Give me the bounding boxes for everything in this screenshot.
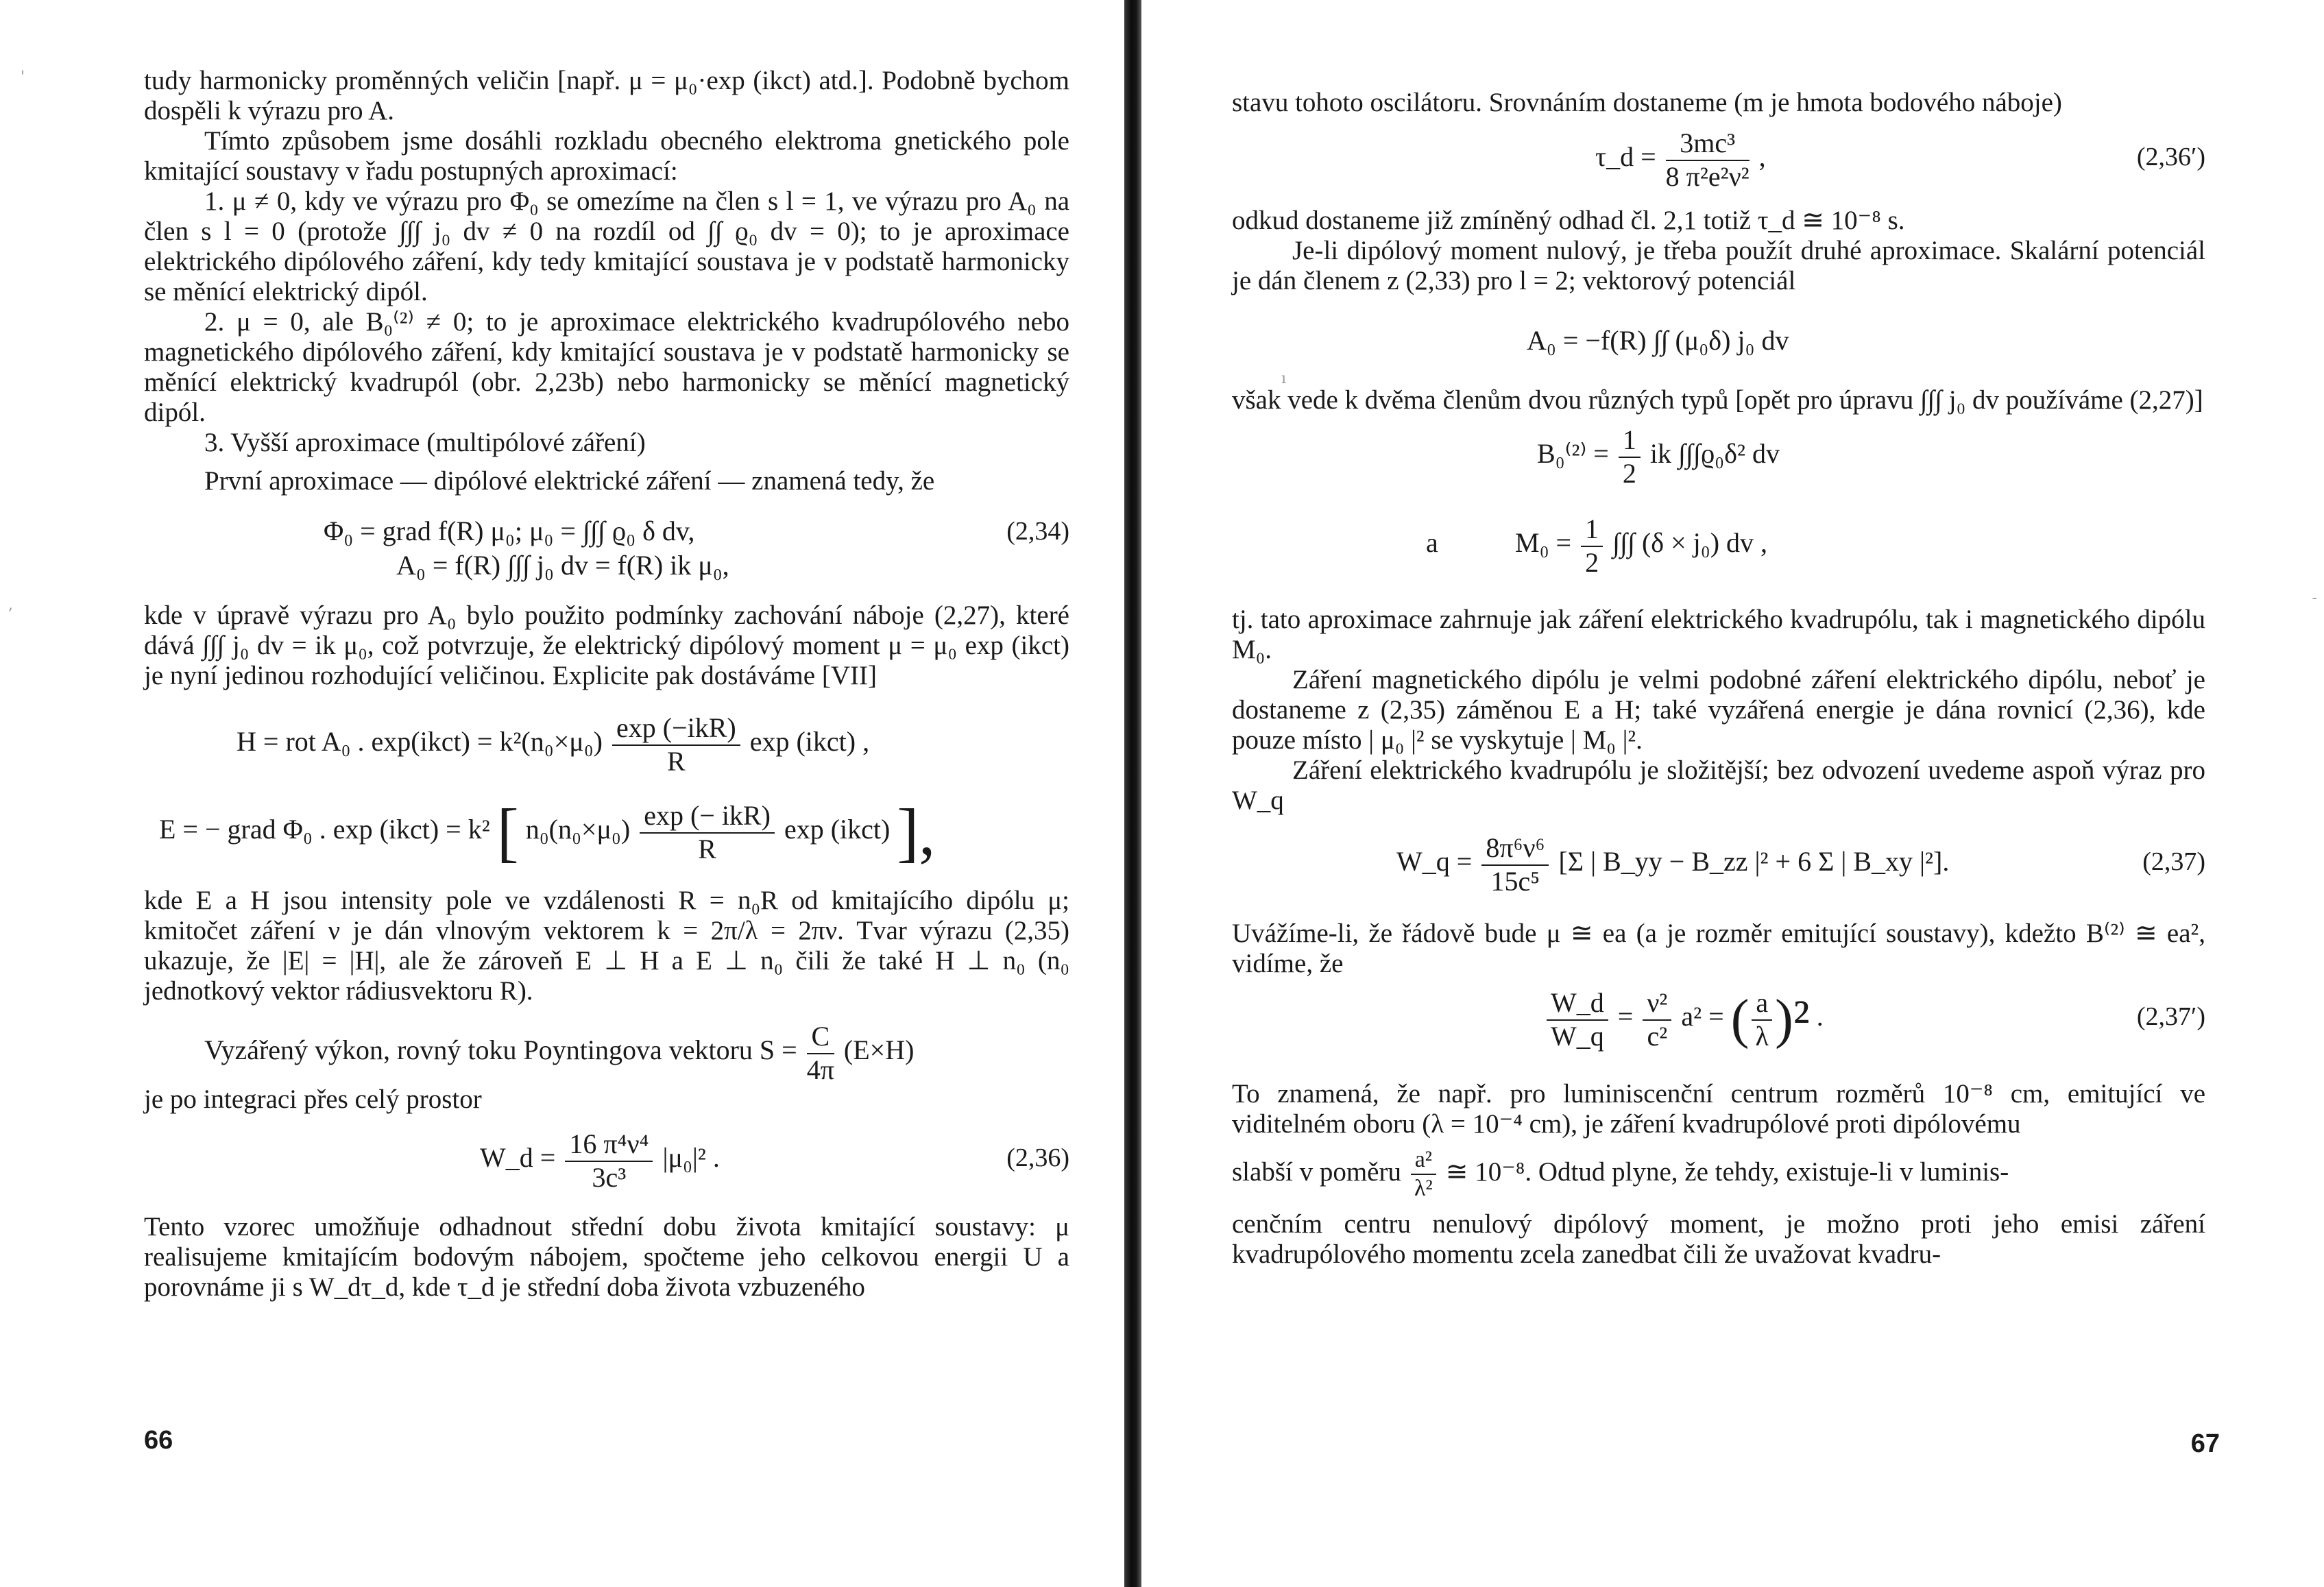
equation-text: W_q = bbox=[1396, 846, 1473, 877]
equation-text: = bbox=[1617, 1001, 1634, 1032]
equation-text: |μ₀|² . bbox=[662, 1142, 720, 1173]
paren-open: ( bbox=[1730, 989, 1750, 1050]
text: Vyzářený výkon, rovný toku Poyntingova vektoru S = bbox=[204, 1034, 797, 1065]
bracket-close: ], bbox=[897, 795, 936, 869]
equation-H bbox=[144, 703, 1069, 780]
equation-number: (2,36) bbox=[1006, 1143, 1069, 1172]
fraction bbox=[1481, 832, 1549, 897]
scan-mark: ' bbox=[21, 69, 25, 86]
scan-mark: , bbox=[8, 596, 13, 614]
equation-text: exp (ikct) bbox=[784, 814, 891, 845]
paragraph: však vede k dvěma členům dvou různých typů [opět pro úpravu ∫∫∫ j₀ dv používáme (2,27)] bbox=[1232, 385, 2203, 415]
fraction bbox=[612, 712, 740, 777]
paragraph: 2. μ = 0, ale B₀⁽²⁾ ≠ 0; to je aproximace elektrického kvadrupólového nebo magnetického dipólového záření, kdy kmitající soustava je v podstatě harmonicky se měnící elektrický kvadrupól (obr. 2,23b) nebo harmonicky se měnící magnetický dipól. bbox=[144, 307, 1069, 427]
equation-number: (2,34) bbox=[1006, 517, 1069, 546]
fraction bbox=[1411, 1146, 1436, 1202]
left-text-column bbox=[144, 66, 1069, 1303]
fraction-numerator: 8π⁶ν⁶ bbox=[1481, 832, 1549, 866]
fraction-denominator: 15c⁵ bbox=[1490, 865, 1540, 897]
paragraph: je po integraci přes celý prostor bbox=[144, 1085, 482, 1114]
equation-number: (2,37) bbox=[2142, 847, 2205, 876]
equation-B0 bbox=[1232, 420, 2205, 488]
fraction-numerator: 3mc³ bbox=[1666, 127, 1750, 161]
fraction-numerator: exp (−ikR) bbox=[612, 712, 740, 746]
fraction-numerator: W_d bbox=[1547, 986, 1608, 1021]
equation-2-37 bbox=[1232, 825, 2205, 898]
equation-text: . bbox=[1816, 1001, 1824, 1032]
left-page bbox=[0, 0, 1124, 1587]
fraction bbox=[1752, 986, 1772, 1052]
paragraph: cenčním centru nenulový dipólový moment, je možno proti jeho emisi záření kvadrupólového momentu zcela zanedbat čili že uvažovat kvadru- bbox=[1232, 1209, 2205, 1269]
fraction bbox=[1547, 986, 1608, 1052]
fraction-denominator: R bbox=[667, 745, 686, 777]
fraction-denominator: λ² bbox=[1414, 1176, 1433, 1202]
equation-2-37-prime bbox=[1232, 979, 2205, 1054]
fraction-denominator: c² bbox=[1647, 1020, 1668, 1052]
text: (E×H) bbox=[843, 1034, 915, 1065]
fraction-denominator: λ bbox=[1755, 1020, 1769, 1052]
conjunction-a: a bbox=[1426, 527, 1438, 558]
equation-text: B₀⁽²⁾ = bbox=[1537, 438, 1609, 469]
fraction-denominator: 8 π²e²ν² bbox=[1665, 160, 1750, 192]
scan-mark: - bbox=[2312, 590, 2317, 607]
text: ≅ 10⁻⁸. Odtud plyne, že tehdy, existuje-li v luminis- bbox=[1445, 1157, 2009, 1187]
paragraph: tj. tato aproximace zahrnuje jak záření elektrického kvadrupólu, tak i magnetického dipólu M₀. bbox=[1232, 605, 2205, 664]
equation-number: (2,36′) bbox=[2136, 143, 2205, 171]
fraction bbox=[1666, 127, 1750, 193]
equation-text: exp (ikct) , bbox=[749, 726, 870, 757]
equation-text: , bbox=[1758, 141, 1766, 172]
paragraph: 3. Vyšší aproximace (multipólové záření) bbox=[204, 428, 646, 457]
fraction bbox=[1643, 986, 1671, 1052]
right-page bbox=[1141, 0, 2324, 1587]
fraction-numerator: 1 bbox=[1619, 424, 1641, 458]
right-text-column bbox=[1232, 88, 2205, 1270]
paragraph: tudy harmonicky proměnných veličin [např. μ = μ₀·exp (ikct) atd.]. Podobně bychom dospěli k výrazu pro A. bbox=[144, 66, 1069, 125]
fraction-numerator: exp (− ikR) bbox=[640, 799, 775, 834]
paragraph: kde E a H jsou intensity pole ve vzdálenosti R = n₀R od kmitajícího dipólu μ; kmitočet záření ν je dán vlnovým vektorem k = 2π/λ = 2πν. Tvar výrazu (2,35) ukazuje, že |E| = |H|, ale že zároveň E ⊥ H a E ⊥ n₀ čili že také H ⊥ n₀ (n₀ jednotkový vektor rádiusvektoru R). bbox=[144, 886, 1069, 1006]
page-number: 66 bbox=[144, 1426, 173, 1455]
equation-2-36 bbox=[144, 1122, 1069, 1194]
fraction-denominator: 4π bbox=[806, 1054, 834, 1085]
poynting-line bbox=[144, 1016, 1069, 1085]
fraction-numerator: 1 bbox=[1581, 513, 1603, 547]
fraction bbox=[807, 1020, 834, 1086]
equation-E bbox=[144, 790, 1069, 869]
fraction-denominator: W_q bbox=[1551, 1020, 1604, 1052]
equation-text: [Σ | B_yy − B_zz |² + 6 Σ | B_xy |²]. bbox=[1558, 846, 1950, 877]
paragraph: Tímto způsobem jsme dosáhli rozkladu obecného elektroma gnetického pole kmitající soustavy v řadu postupných aproximací: bbox=[144, 126, 1069, 186]
book-gutter bbox=[1124, 0, 1141, 1587]
scan-mark: ı bbox=[1281, 370, 1287, 387]
equation-text: ik ∫∫∫ϱ₀δ² dv bbox=[1649, 438, 1780, 469]
equation-text: a² = bbox=[1681, 1001, 1724, 1032]
equation-text: A₀ = f(R) ∫∫∫ j₀ dv = f(R) ik μ₀, bbox=[396, 550, 729, 581]
equation-M0 bbox=[1232, 509, 2205, 577]
equation-text: W_d = bbox=[480, 1142, 556, 1173]
fraction-numerator: a² bbox=[1411, 1146, 1436, 1175]
fraction bbox=[1619, 424, 1641, 489]
equation-text: n₀(n₀×μ₀) bbox=[525, 814, 631, 845]
paragraph: První aproximace — dipólové elektrické záření — znamená tedy, že bbox=[204, 466, 935, 496]
equation-2-36-prime bbox=[1232, 121, 2205, 193]
equation-text: A₀ = −f(R) ∫∫ (μ₀δ) j₀ dv bbox=[1527, 325, 1789, 356]
fraction bbox=[565, 1128, 653, 1194]
equation-number: (2,37′) bbox=[2136, 1002, 2205, 1031]
paragraph: Záření elektrického kvadrupólu je složitější; bez odvození uvedeme aspoň výraz pro W_q bbox=[1232, 755, 2205, 815]
page-number: 67 bbox=[2190, 1429, 2220, 1458]
fraction-numerator: C bbox=[807, 1020, 834, 1054]
paragraph: Tento vzorec umožňuje odhadnout střední dobu života kmitající soustavy: μ realisujeme kmitajícím bodovým nábojem, spočteme jeho celkovou energii U a porovnáme ji s W_dτ_d, kde τ_d je střední doba života vzbuzeného bbox=[144, 1212, 1069, 1302]
paragraph: odkud dostaneme již zmíněný odhad čl. 2,1 totiž τ_d ≅ 10⁻⁸ s. bbox=[1232, 206, 1905, 235]
paragraph: Je-li dipólový moment nulový, je třeba použít druhé aproximace. Skalární potenciál je dán členem z (2,33) pro l = 2; vektorový potenciál bbox=[1232, 236, 2205, 295]
paragraph: To znamená, že např. pro luminiscenční centrum rozměrů 10⁻⁸ cm, emitující ve viditelném oboru (λ = 10⁻⁴ cm), je záření kvadrupólové proti dipólovému bbox=[1232, 1079, 2205, 1139]
paragraph: 1. μ ≠ 0, kdy ve výrazu pro Φ₀ se omezíme na člen s l = 1, ve výrazu pro A₀ na člen s l = 0 (protože ∫∫∫ j₀ dv ≠ 0 na rozdíl od ∫∫ ϱ₀ dv = 0); to je aproximace elektrického dipólového záření, kdy tedy kmitající soustava je v podstatě harmonicky se měnící elektrický dipól. bbox=[144, 186, 1069, 306]
fraction-denominator: 3c³ bbox=[592, 1161, 627, 1193]
paren-close: )² bbox=[1775, 989, 1810, 1050]
fraction bbox=[1581, 513, 1603, 579]
paragraph: Uvážíme-li, že řádově bude μ ≅ ea (a je rozměr emitující soustavy), kdežto B⁽²⁾ ≅ ea², vidíme, že bbox=[1232, 919, 2205, 978]
paragraph: Záření magnetického dipólu je velmi podobné záření elektrického dipólu, neboť je dostaneme z (2,35) záměnou E a H; také vyzářená energie je dána rovnicí (2,36), kde pouze místo | μ₀ |² se vyskytuje | M₀ |². bbox=[1232, 665, 2205, 755]
equation-text: Φ₀ = grad f(R) μ₀; μ₀ = ∫∫∫ ϱ₀ δ dv, bbox=[324, 516, 695, 546]
fraction-numerator: 16 π⁴ν⁴ bbox=[565, 1128, 653, 1162]
text: slabší v poměru bbox=[1232, 1157, 1401, 1187]
fraction bbox=[640, 799, 775, 865]
equation-text: ∫∫∫ (δ × j₀) dv , bbox=[1612, 527, 1768, 558]
fraction-denominator: 2 bbox=[1585, 546, 1599, 578]
bracket-open: [ bbox=[496, 795, 519, 869]
paragraph: kde v úpravě výrazu pro A₀ bylo použito podmínky zachování náboje (2,27), které dává ∫∫∫ j₀ dv = ik μ₀, což potvrzuje, že elektrický dipólový moment μ = μ₀ exp (ikct) je nyní jedinou rozhodující veličinou. Explicite pak dostáváme [VII] bbox=[144, 601, 1069, 690]
equation-text: τ_d = bbox=[1595, 141, 1656, 172]
fraction-denominator: 2 bbox=[1622, 457, 1636, 489]
equation-2-34-line2 bbox=[144, 548, 1069, 583]
ratio-line bbox=[1232, 1139, 2205, 1205]
equation-text: M₀ = bbox=[1515, 527, 1572, 558]
equation-2-34-line1 bbox=[144, 514, 1069, 548]
paragraph: stavu tohoto oscilátoru. Srovnáním dostaneme (m je hmota bodového náboje) bbox=[1232, 88, 2062, 117]
fraction-numerator: ν² bbox=[1643, 986, 1671, 1021]
equation-text: E = − grad Φ₀ . exp (ikct) = k² bbox=[159, 814, 490, 845]
fraction-numerator: a bbox=[1752, 986, 1772, 1021]
equation-A0 bbox=[1232, 324, 2205, 358]
fraction-denominator: R bbox=[698, 833, 716, 864]
equation-text: H = rot A₀ . exp(ikct) = k²(n₀×μ₀) bbox=[237, 726, 603, 757]
